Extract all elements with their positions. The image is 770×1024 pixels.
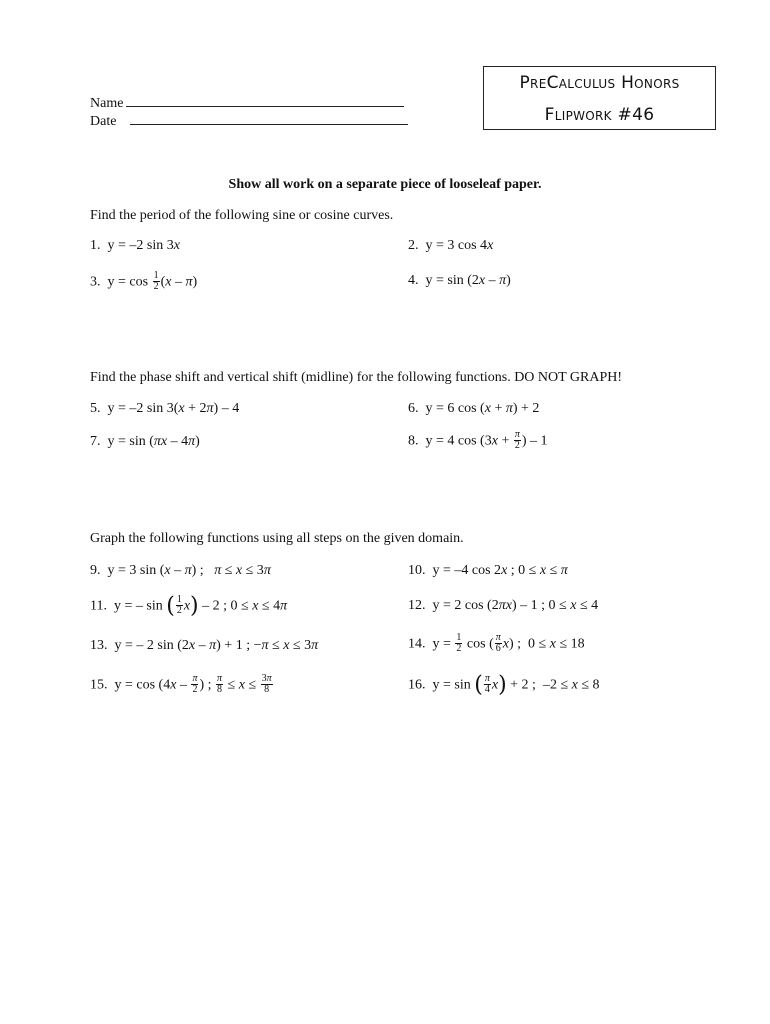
problem-13: 13. y = – 2 sin (2x – π) + 1 ; −π ≤ x ≤ 3π — [90, 638, 319, 653]
section-1-prompt: Find the period of the following sine or cosine curves. — [90, 208, 394, 223]
problem-10: 10. y = –4 cos 2x ; 0 ≤ x ≤ π — [408, 563, 568, 578]
problem-9: 9. y = 3 sin (x – π) ; π ≤ x ≤ 3π — [90, 563, 271, 578]
problem-11: 11. y = – sin ( $\frac{1}{2}$ x) – 2 ; 0 ≤ x ≤ 4π — [90, 593, 288, 619]
date-label: Date — [90, 114, 117, 129]
problem-14: 14. y = $\frac{1}{2}$ cos ( $\frac{\pi}{6}$ x) ; 0 ≤ x ≤ 18 — [408, 632, 585, 654]
problem-16: 16. y = sin ( $\frac{\pi}{4}$ x) + 2 ; –2 ≤ x ≤ 8 — [408, 672, 600, 698]
section-3-prompt: Graph the following functions using all steps on the given domain. — [90, 531, 464, 546]
date-field[interactable] — [90, 112, 408, 130]
problem-7: 7. y = sin (πx – 4π) — [90, 434, 200, 449]
problem-4: 4. y = sin (2x – π) — [408, 273, 511, 288]
assignment-title: Flipwork #46 — [544, 105, 655, 125]
problem-5: 5. y = –2 sin 3(x + 2π) – 4 — [90, 401, 240, 416]
title-box — [483, 66, 716, 130]
name-field[interactable] — [90, 94, 404, 112]
problem-8: 8. y = 4 cos (3x + $\frac{\pi}{2}$ ) – 1 — [408, 429, 548, 451]
name-line[interactable] — [126, 94, 404, 107]
problem-1: 1. y = –2 sin 3x — [90, 238, 180, 253]
name-label: Name — [90, 96, 124, 111]
course-title: PreCalculus Honors — [519, 73, 680, 93]
instructions: Show all work on a separate piece of looseleaf paper. — [228, 177, 542, 192]
problem-6: 6. y = 6 cos (x + π) + 2 — [408, 401, 540, 416]
problem-3: 3. y = cos $\frac{1}{2}$ (x – π) — [90, 270, 198, 292]
problem-12: 12. y = 2 cos (2πx) – 1 ; 0 ≤ x ≤ 4 — [408, 598, 599, 613]
problem-15: 15. y = cos (4x – $\frac{\pi}{2}$ ) ; $\frac{\pi}{8}$ ≤ x ≤ $\frac{3\pi}{8}$ — [90, 673, 272, 695]
date-line[interactable] — [130, 112, 408, 125]
section-2-prompt: Find the phase shift and vertical shift (midline) for the following functions. DO NOT GRAPH! — [90, 370, 623, 385]
problem-2: 2. y = 3 cos 4x — [408, 238, 494, 253]
